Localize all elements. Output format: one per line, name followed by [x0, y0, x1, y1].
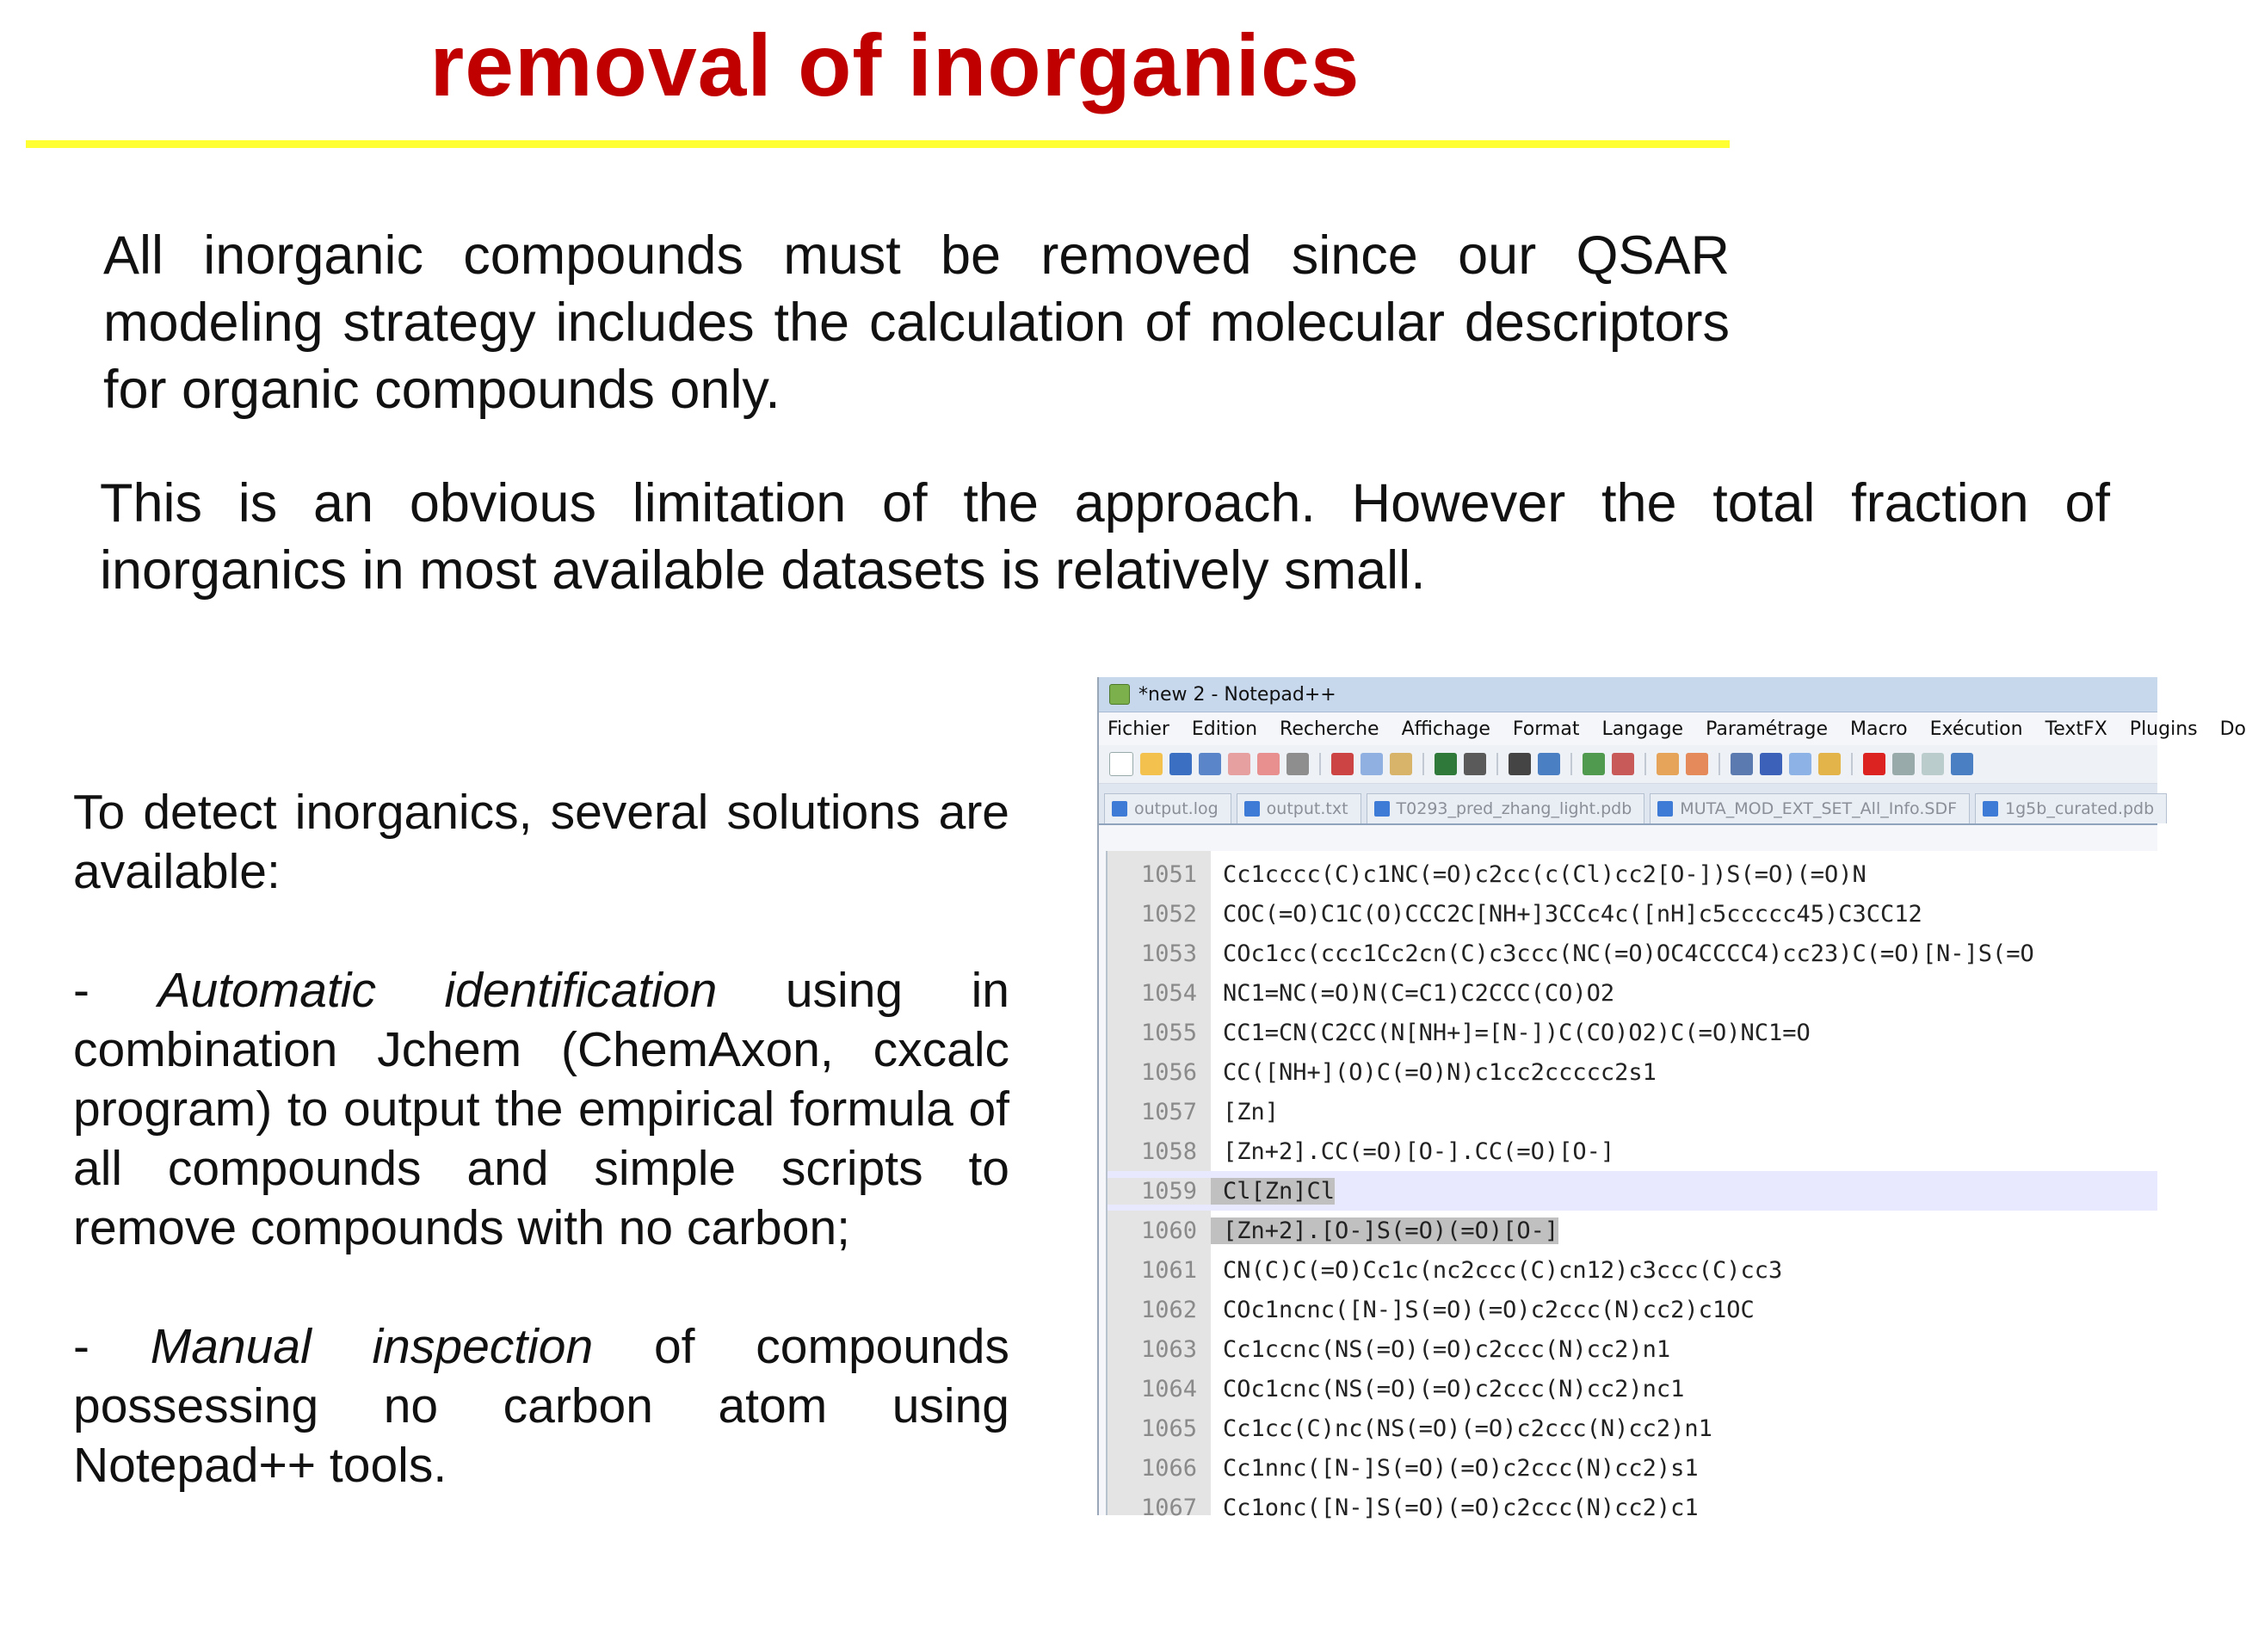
file-tabs — [1099, 784, 2157, 825]
file-tab-label: T0293_pred_zhang_light.pdb — [1396, 799, 1632, 818]
code-line[interactable] — [1108, 1369, 2157, 1409]
file-saved-icon — [1244, 801, 1260, 817]
code-line[interactable] — [1108, 1290, 2157, 1329]
bullet-automatic-emphasis: Automatic identification — [157, 963, 718, 1018]
file-tab[interactable] — [1104, 793, 1231, 823]
notepad-app-icon — [1109, 684, 1130, 705]
code-line[interactable] — [1108, 894, 2157, 934]
smiles-text: Cc1onc([N-]S(=O)(=O)c2ccc(N)cc2)c1 — [1223, 1494, 1699, 1521]
menu-item[interactable]: Fichier — [1108, 718, 1169, 740]
file-saved-icon — [1657, 801, 1673, 817]
line-number: 1063 — [1140, 1335, 1197, 1363]
smiles-text: CC1=CN(C2CC(N[NH+]=[N-])C(CO)O2)C(=O)NC1=O — [1223, 1019, 1811, 1046]
word-wrap-icon[interactable] — [1731, 753, 1753, 775]
menu-item[interactable]: Edition — [1191, 718, 1258, 740]
toolbar-separator — [1644, 753, 1646, 775]
menu-item[interactable]: Plugins — [2129, 718, 2198, 740]
code-line[interactable] — [1108, 973, 2157, 1013]
file-tab-label: MUTA_MOD_EXT_SET_All_Info.SDF — [1680, 799, 1958, 818]
sync-horizontal-icon[interactable] — [1686, 753, 1708, 775]
file-tab-label: 1g5b_curated.pdb — [2005, 799, 2155, 818]
sync-vertical-icon[interactable] — [1657, 753, 1679, 775]
toolbar-separator — [1319, 753, 1321, 775]
toolbar-separator — [1851, 753, 1853, 775]
menu-item[interactable]: Exécution — [1929, 718, 2023, 740]
line-number: 1051 — [1140, 860, 1197, 888]
paste-icon[interactable] — [1390, 753, 1412, 775]
file-tab[interactable] — [1367, 793, 1645, 823]
menu-item[interactable]: TextFX — [2045, 718, 2107, 740]
file-tab[interactable] — [1975, 793, 2167, 823]
smiles-text: Cc1cc(C)nc(NS(=O)(=O)c2ccc(N)cc2)n1 — [1223, 1415, 1712, 1442]
detection-methods — [73, 783, 1009, 1555]
indent-guide-icon[interactable] — [1789, 753, 1811, 775]
smiles-text: CN(C)C(=O)Cc1c(nc2ccc(C)cn12)c3ccc(C)cc3 — [1223, 1256, 1783, 1284]
new-file-icon[interactable] — [1109, 752, 1133, 776]
menu-bar — [1099, 712, 2246, 745]
editor-area[interactable] — [1106, 851, 2157, 1521]
code-line[interactable] — [1108, 1448, 2157, 1488]
code-line[interactable] — [1108, 1171, 2157, 1211]
zoom-out-icon[interactable] — [1612, 753, 1634, 775]
menu-item[interactable]: Recherche — [1280, 718, 1379, 740]
smiles-text: Cl[Zn]Cl — [1211, 1178, 1335, 1205]
file-tab-label: output.log — [1134, 799, 1219, 818]
slide-title: removal of inorganics — [429, 16, 1361, 114]
file-tab-label: output.txt — [1266, 799, 1348, 818]
bullet-automatic-text: using in combination Jchem (ChemAxon, cxcalc program) to output the empirical formula of all compounds and simple scripts to remove compounds with no carbon; — [73, 963, 1009, 1255]
detection-intro: To detect inorganics, several solutions are available: — [73, 785, 1009, 899]
smiles-text: Cc1ccnc(NS(=O)(=O)c2ccc(N)cc2)n1 — [1223, 1335, 1671, 1363]
find-icon[interactable] — [1509, 753, 1531, 775]
smiles-text: COc1ncnc([N-]S(=O)(=O)c2ccc(N)cc2)c1OC — [1223, 1296, 1755, 1323]
smiles-text: CC([NH+](O)C(=O)N)c1cc2ccccc2s1 — [1223, 1058, 1657, 1086]
smiles-text: COc1cnc(NS(=O)(=O)c2ccc(N)cc2)nc1 — [1223, 1375, 1685, 1402]
menu-item[interactable]: Paramétrage — [1706, 718, 1828, 740]
undo-icon[interactable] — [1435, 753, 1457, 775]
print-icon[interactable] — [1287, 753, 1309, 775]
toolbar-separator — [1422, 753, 1424, 775]
line-number: 1061 — [1140, 1256, 1197, 1284]
line-number: 1060 — [1140, 1217, 1197, 1244]
line-number: 1065 — [1140, 1415, 1197, 1442]
zoom-in-icon[interactable] — [1583, 753, 1605, 775]
user-language-icon[interactable] — [1818, 753, 1841, 775]
bullet-manual-emphasis: Manual inspection — [150, 1319, 594, 1374]
smiles-text: Cc1nnc([N-]S(=O)(=O)c2ccc(N)cc2)s1 — [1223, 1454, 1699, 1482]
line-number: 1059 — [1108, 1178, 1211, 1205]
replace-icon[interactable] — [1538, 753, 1560, 775]
smiles-text: COC(=O)C1C(O)CCC2C[NH+]3CCc4c([nH]c5ccccc45)C3CC12 — [1223, 900, 1922, 928]
file-saved-icon — [1983, 801, 1998, 817]
code-line[interactable] — [1108, 1052, 2157, 1092]
code-line[interactable] — [1108, 1409, 2157, 1448]
bullet-manual-text: of compounds possessing no carbon atom using Notepad++ tools. — [73, 1319, 1009, 1493]
line-number: 1067 — [1140, 1494, 1197, 1521]
smiles-text: Cc1cccc(C)c1NC(=O)c2cc(c(Cl)cc2[O-])S(=O)(=O)N — [1223, 860, 1867, 888]
paragraph-limitation: This is an obvious limitation of the approach. However the total fraction of inorganics in most available datasets is relatively small. — [100, 473, 2110, 601]
title-underline — [26, 140, 1730, 148]
window-title: *new 2 - Notepad++ — [1138, 683, 1336, 706]
stop-macro-icon[interactable] — [1892, 753, 1915, 775]
record-macro-icon[interactable] — [1863, 753, 1885, 775]
toolbar — [1099, 745, 2157, 784]
copy-icon[interactable] — [1361, 753, 1383, 775]
bullet-manual: - Manual inspection of compounds possessing no carbon atom using Notepad++ tools. — [73, 1319, 1009, 1493]
save-icon[interactable] — [1169, 753, 1192, 775]
toolbar-separator — [1570, 753, 1572, 775]
smiles-text: [Zn+2].[O-]S(=O)(=O)[O-] — [1211, 1217, 1558, 1244]
toolbar-separator — [1718, 753, 1720, 775]
code-line[interactable] — [1108, 1488, 2157, 1527]
code-line[interactable] — [1108, 854, 2157, 894]
code-line[interactable] — [1108, 1250, 2157, 1290]
code-line[interactable] — [1108, 1329, 2157, 1369]
line-number: 1055 — [1140, 1019, 1197, 1046]
smiles-text: [Zn] — [1223, 1098, 1280, 1125]
menu-item[interactable]: Affichage — [1401, 718, 1490, 740]
close-all-icon[interactable] — [1257, 753, 1280, 775]
save-all-icon[interactable] — [1199, 753, 1221, 775]
line-number: 1058 — [1140, 1137, 1197, 1165]
line-number: 1066 — [1140, 1454, 1197, 1482]
line-number: 1064 — [1140, 1375, 1197, 1402]
smiles-text: [Zn+2].CC(=O)[O-].CC(=O)[O-] — [1223, 1137, 1615, 1165]
code-line[interactable] — [1108, 1013, 2157, 1052]
toolbar-separator — [1496, 753, 1498, 775]
code-line[interactable] — [1108, 1131, 2157, 1171]
line-number: 1052 — [1140, 900, 1197, 928]
code-line[interactable] — [1108, 934, 2157, 973]
file-tab[interactable] — [1237, 793, 1361, 823]
line-number: 1057 — [1140, 1098, 1197, 1125]
code-line[interactable] — [1108, 1092, 2157, 1131]
cut-icon[interactable] — [1331, 753, 1354, 775]
code-line[interactable] — [1108, 1211, 2157, 1250]
run-macro-multiple-icon[interactable] — [1951, 753, 1973, 775]
line-number: 1056 — [1140, 1058, 1197, 1086]
paragraph-requirement: All inorganic compounds must be removed since our QSAR modeling strategy includes the calculation of molecular descriptors for organic compounds only. — [103, 225, 1730, 420]
line-number: 1054 — [1140, 979, 1197, 1007]
file-saved-icon — [1112, 801, 1127, 817]
menu-item[interactable]: Format — [1512, 718, 1580, 740]
file-saved-icon — [1374, 801, 1390, 817]
menu-item[interactable]: Do — [2219, 718, 2246, 740]
menu-item[interactable]: Macro — [1850, 718, 1908, 740]
open-folder-icon[interactable] — [1140, 753, 1163, 775]
redo-icon[interactable] — [1464, 753, 1486, 775]
close-file-icon[interactable] — [1228, 753, 1250, 775]
line-number: 1053 — [1140, 940, 1197, 967]
bullet-automatic: - Automatic identification using in combination Jchem (ChemAxon, cxcalc program) to output the empirical formula of all compounds and simple scripts to remove compounds with no carbon; — [73, 963, 1009, 1255]
notepad-screenshot — [1097, 677, 2246, 1521]
file-tab[interactable] — [1650, 793, 1970, 823]
line-number: 1062 — [1140, 1296, 1197, 1323]
play-macro-icon[interactable] — [1922, 753, 1944, 775]
menu-item[interactable]: Langage — [1601, 718, 1684, 740]
window-titlebar[interactable] — [1099, 677, 2157, 712]
show-all-characters-icon[interactable] — [1760, 753, 1782, 775]
smiles-text: COc1cc(ccc1Cc2cn(C)c3ccc(NC(=O)OC4CCCC4)cc23)C(=O)[N-]S(=O — [1223, 940, 2034, 967]
smiles-text: NC1=NC(=O)N(C=C1)C2CCC(CO)O2 — [1223, 979, 1615, 1007]
